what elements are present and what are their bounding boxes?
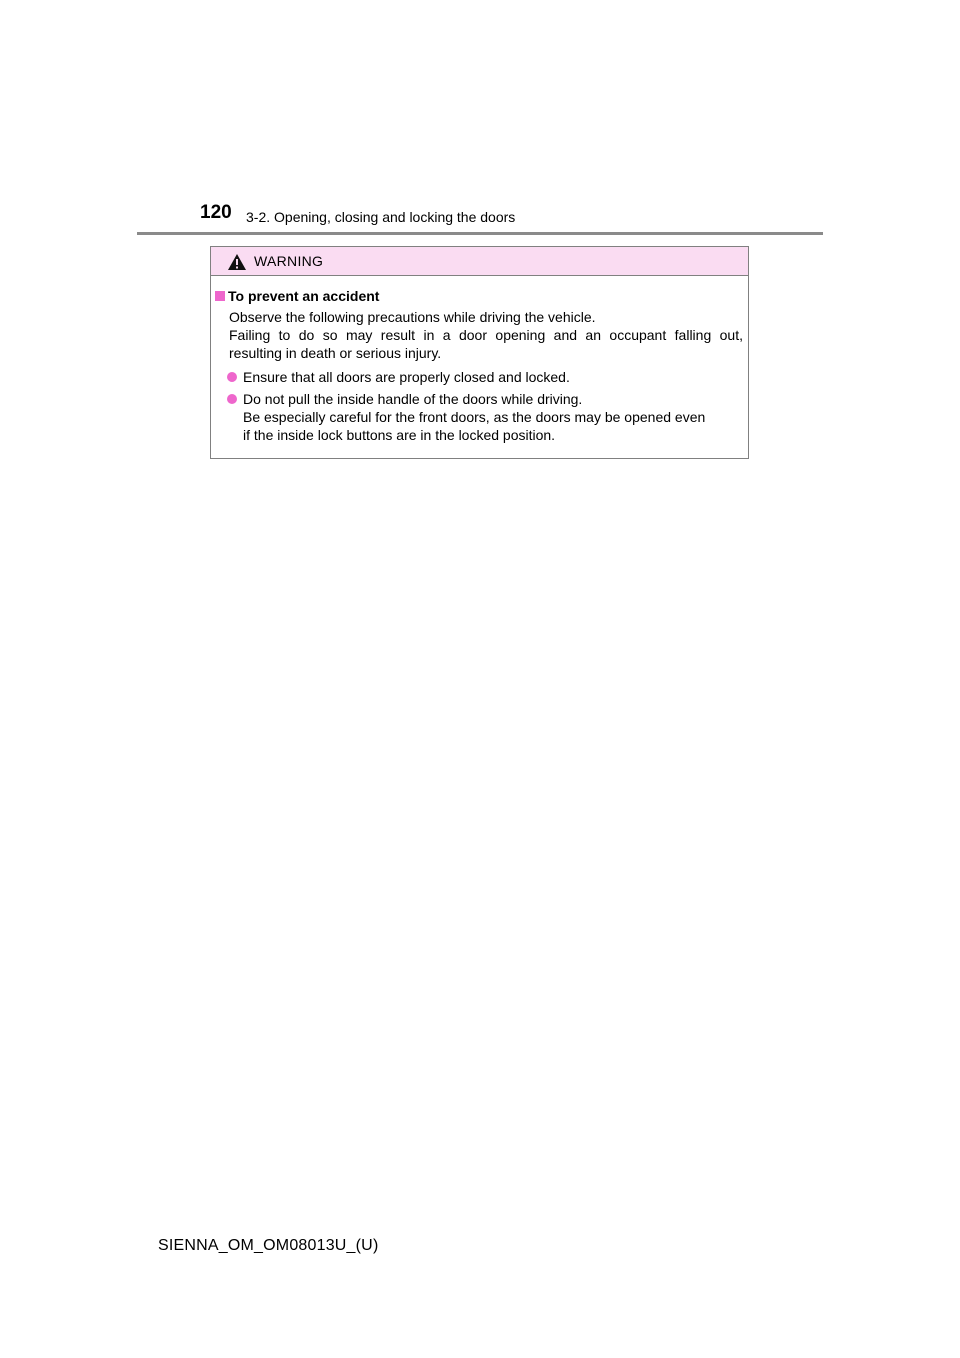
intro-line: Failing to do so may result in a door opening and an occupant falling out, <box>229 327 743 343</box>
warning-label: WARNING <box>254 253 324 269</box>
warning-heading-text: To prevent an accident <box>228 288 380 304</box>
warning-header <box>211 247 748 276</box>
bullet-item <box>215 368 745 386</box>
intro-line: resulting in death or serious injury. <box>229 345 442 361</box>
warning-intro <box>229 308 743 362</box>
warning-heading <box>215 288 379 304</box>
bullet-line: Do not pull the inside handle of the doors while driving. <box>243 391 583 407</box>
bullet-item <box>215 390 745 444</box>
bullet-line: if the inside lock buttons are in the locked position. <box>243 427 556 443</box>
page-header <box>0 0 960 240</box>
circle-bullet-icon <box>227 372 237 382</box>
intro-line: Observe the following precautions while driving the vehicle. <box>229 309 596 325</box>
warning-box <box>210 246 749 459</box>
circle-bullet-icon <box>227 394 237 404</box>
page-number: 120 <box>200 202 232 223</box>
section-title: 3-2. Opening, closing and locking the doors <box>246 209 516 225</box>
bullet-line: Be especially careful for the front doors, as the doors may be opened even <box>243 409 706 425</box>
square-bullet-icon <box>215 291 225 301</box>
warning-triangle-icon <box>227 253 247 271</box>
bullet-line: Ensure that all doors are properly closed and locked. <box>243 369 570 385</box>
header-rule <box>137 232 823 235</box>
document-code: SIENNA_OM_OM08013U_(U) <box>158 1237 379 1254</box>
